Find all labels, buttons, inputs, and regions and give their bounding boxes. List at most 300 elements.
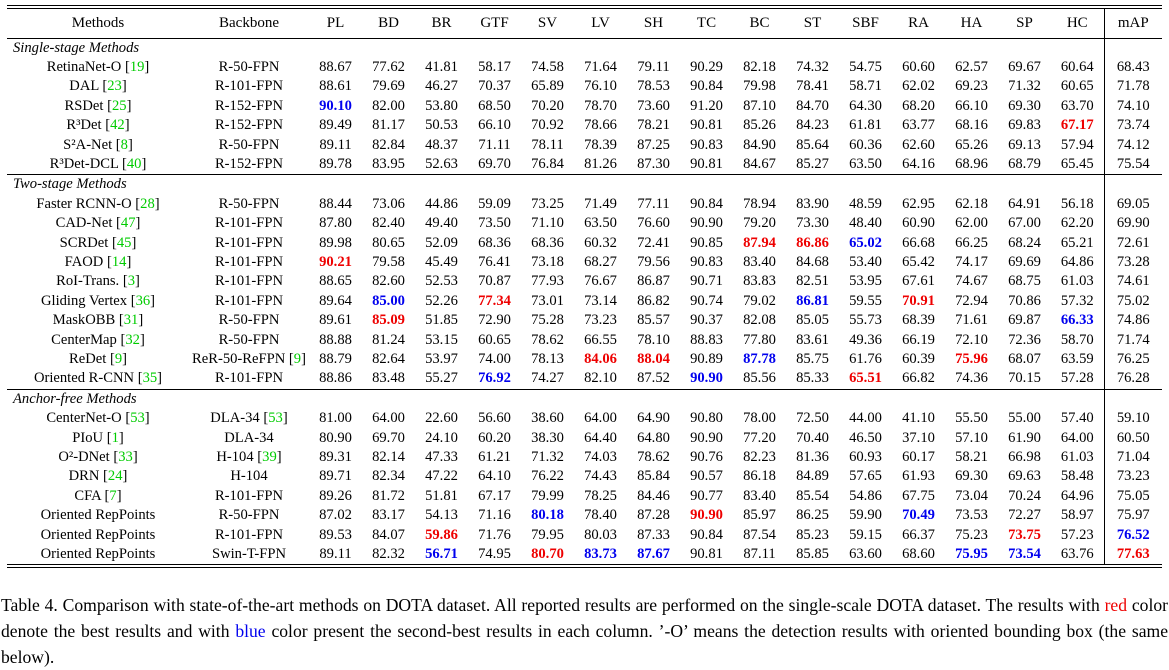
score-cell: 82.00 [372, 97, 405, 114]
score-cell: 89.11 [319, 136, 352, 153]
citation-ref[interactable]: 36 [135, 292, 151, 309]
score-cell: 61.90 [1008, 429, 1041, 446]
score-cell: 69.69 [1008, 253, 1041, 270]
score-cell: 91.20 [690, 97, 723, 114]
map-cell: 68.43 [1104, 58, 1162, 77]
table-row [7, 77, 1162, 96]
score-cell: 37.10 [902, 429, 935, 446]
score-cell: 57.94 [1060, 136, 1094, 153]
score-cell: 85.84 [637, 468, 670, 485]
score-cell: 82.23 [743, 449, 776, 466]
score-cell: 79.11 [637, 58, 670, 75]
score-cell: 85.97 [743, 507, 776, 524]
score-cell: 90.10 [319, 97, 352, 114]
method-cell [7, 506, 189, 525]
score-cell: 67.17 [478, 487, 511, 504]
score-cell: 88.44 [319, 195, 352, 212]
score-cell: 87.54 [743, 526, 776, 543]
score-cell: 74.58 [531, 58, 564, 75]
score-cell: 85.56 [743, 370, 776, 387]
score-cell: 54.86 [849, 487, 882, 504]
score-cell: 83.95 [372, 155, 405, 172]
score-cell: 68.16 [955, 117, 988, 134]
score-cell: 64.30 [849, 97, 882, 114]
citation-ref[interactable]: 7 [109, 487, 117, 504]
score-cell: 76.84 [531, 155, 564, 172]
score-cell: 87.11 [743, 546, 776, 563]
score-cell: 86.87 [637, 273, 670, 290]
column-header: BD [362, 8, 415, 38]
column-header: Backbone [189, 8, 309, 38]
score-cell: 71.11 [478, 136, 511, 153]
score-cell: 81.72 [372, 487, 405, 504]
score-cell: 83.73 [584, 546, 617, 563]
backbone-cell [189, 331, 309, 350]
score-cell: 73.04 [955, 487, 988, 504]
score-cell: 68.07 [1008, 351, 1041, 367]
score-cell: 70.40 [796, 429, 829, 446]
score-cell: 58.48 [1060, 468, 1094, 485]
citation-ref[interactable]: 9 [293, 351, 302, 367]
method-cell: RoI-Trans. [3] [56, 273, 140, 290]
score-cell: 68.36 [531, 234, 564, 251]
score-cell: 53.80 [425, 97, 458, 114]
citation-ref[interactable]: 3 [127, 273, 136, 290]
score-cell: 56.71 [425, 546, 458, 563]
score-cell: 76.67 [584, 273, 617, 290]
table-row [7, 429, 1162, 448]
score-cell: 90.90 [690, 215, 723, 232]
score-cell: 82.34 [372, 468, 405, 485]
backbone-cell [189, 234, 309, 253]
score-cell: 62.02 [902, 78, 935, 95]
score-cell: 86.81 [796, 292, 829, 309]
score-cell: 60.32 [584, 234, 617, 251]
backbone-name: ReR-50-ReFPN [192, 351, 286, 367]
score-cell: 80.18 [531, 507, 564, 524]
backbone-cell [189, 272, 309, 291]
score-cell: 89.11 [319, 546, 352, 563]
backbone-cell [189, 467, 309, 486]
score-cell: 73.30 [796, 215, 829, 232]
citation-ref[interactable]: 35 [142, 370, 158, 387]
score-cell: 79.20 [743, 215, 776, 232]
score-cell: 84.90 [743, 136, 776, 153]
column-header: SV [521, 8, 574, 38]
score-cell: 71.16 [478, 507, 511, 524]
score-cell: 73.53 [955, 507, 988, 524]
score-cell: 79.56 [637, 253, 670, 270]
map-cell: 71.78 [1104, 77, 1162, 96]
citation-ref[interactable]: 40 [126, 155, 142, 172]
score-cell: 78.62 [637, 449, 670, 466]
method-name: PIoU [72, 429, 104, 446]
score-cell: 76.41 [478, 253, 511, 270]
backbone-cell: H-104 [39] [216, 449, 282, 466]
score-cell: 68.24 [1008, 234, 1041, 251]
score-cell: 64.40 [584, 429, 617, 446]
score-cell: 64.80 [637, 429, 670, 446]
map-cell: 69.05 [1104, 195, 1162, 214]
method-name: RetinaNet-O [46, 58, 122, 75]
caption-text: color present the second-best results in each column. ’-O’ means the detection results with oriented bounding box (the same below). [1, 620, 1168, 667]
score-cell: 90.90 [690, 370, 723, 387]
table-header [7, 8, 1162, 38]
score-cell: 65.45 [1060, 155, 1094, 172]
method-name: DAL [69, 78, 99, 95]
citation-ref[interactable]: 33 [118, 449, 133, 466]
backbone-name: DLA-34 [210, 410, 260, 427]
score-cell: 61.03 [1060, 449, 1094, 466]
method-name: FAOD [64, 253, 104, 270]
table-row [7, 448, 1162, 467]
score-cell: 83.83 [743, 273, 776, 290]
column-header: HC [1051, 8, 1104, 38]
citation-ref[interactable]: 23 [107, 78, 122, 95]
score-cell: 52.63 [425, 155, 458, 172]
score-cell: 70.87 [478, 273, 511, 290]
score-cell: 66.19 [902, 331, 935, 348]
score-cell: 73.60 [637, 97, 670, 114]
score-cell: 60.20 [478, 429, 511, 446]
score-cell: 55.50 [955, 410, 988, 427]
citation-ref[interactable]: 19 [129, 58, 145, 75]
citation-ref[interactable]: 8 [120, 136, 128, 153]
column-header: BC [733, 8, 786, 38]
score-cell: 87.28 [637, 507, 670, 524]
score-cell: 72.94 [955, 292, 988, 309]
backbone-cell [189, 526, 309, 545]
score-cell: 85.26 [743, 117, 776, 134]
citation-ref[interactable]: 39 [262, 449, 277, 466]
score-cell: 69.63 [1008, 468, 1041, 485]
map-cell: 75.02 [1104, 292, 1162, 311]
score-cell: 73.54 [1008, 546, 1041, 563]
score-cell: 71.76 [478, 526, 511, 543]
section-label: Single-stage Methods [13, 39, 140, 56]
method-name: CAD-Net [55, 215, 113, 232]
method-cell: R³Det-DCL [40] [49, 155, 147, 172]
score-cell: 86.86 [796, 234, 829, 251]
map-cell: 73.74 [1104, 116, 1162, 135]
score-cell: 62.18 [955, 195, 988, 212]
backbone-name: R-101-FPN [214, 78, 284, 95]
score-cell: 82.84 [372, 136, 405, 153]
score-cell: 69.83 [1008, 117, 1041, 134]
score-cell: 69.70 [372, 429, 405, 446]
score-cell: 85.09 [372, 312, 405, 329]
score-cell: 79.98 [743, 78, 776, 95]
table-row [7, 331, 1162, 350]
score-cell: 61.03 [1060, 273, 1094, 290]
score-cell: 70.20 [531, 97, 564, 114]
score-cell: 89.64 [319, 292, 352, 309]
score-cell: 73.50 [478, 215, 511, 232]
score-cell: 47.22 [425, 468, 458, 485]
score-cell: 69.87 [1008, 312, 1041, 329]
score-cell: 74.36 [955, 370, 988, 387]
citation-ref[interactable]: 32 [125, 331, 140, 348]
method-name: O²-DNet [58, 449, 110, 466]
method-cell: CenterNet-O [53] [46, 410, 150, 427]
score-cell: 84.89 [796, 468, 829, 485]
score-cell: 70.86 [1008, 292, 1041, 309]
score-cell: 47.33 [425, 449, 458, 466]
score-cell: 69.30 [1008, 97, 1041, 114]
section-label-spacer [1104, 389, 1162, 409]
citation-ref[interactable]: 45 [116, 234, 132, 251]
score-cell: 68.79 [1008, 155, 1041, 172]
method-cell: SCRDet [45] [59, 234, 137, 251]
method-cell: CFA [7] [74, 487, 122, 504]
score-cell: 88.04 [637, 351, 670, 367]
score-cell: 68.60 [902, 546, 935, 563]
score-cell: 79.02 [743, 292, 776, 309]
method-cell: O²-DNet [33] [58, 449, 138, 466]
table-row [7, 272, 1162, 291]
score-cell: 57.28 [1060, 370, 1094, 387]
score-cell: 53.15 [425, 331, 458, 348]
score-cell: 24.10 [425, 429, 458, 446]
score-cell: 67.00 [1008, 215, 1041, 232]
score-cell: 82.10 [584, 370, 617, 387]
score-cell: 59.90 [849, 507, 882, 524]
citation-ref[interactable]: 28 [140, 195, 155, 212]
score-cell: 66.10 [955, 97, 988, 114]
score-cell: 85.64 [796, 136, 829, 153]
backbone-cell [189, 253, 309, 272]
score-cell: 82.40 [372, 215, 405, 232]
score-cell: 78.53 [637, 78, 670, 95]
score-cell: 78.94 [743, 195, 776, 212]
score-cell: 69.13 [1008, 136, 1041, 153]
method-name: Gliding Vertex [40, 292, 128, 309]
citation-ref[interactable]: 47 [120, 215, 136, 232]
score-cell: 68.27 [584, 253, 617, 270]
score-cell: 67.17 [1060, 117, 1094, 134]
score-cell: 54.75 [849, 58, 882, 75]
score-cell: 79.95 [531, 526, 564, 543]
map-cell: 74.12 [1104, 136, 1162, 155]
column-header: SBF [839, 8, 892, 38]
method-cell: R³Det [42] [66, 117, 130, 134]
score-cell: 73.14 [584, 292, 617, 309]
backbone-cell [189, 506, 309, 525]
score-cell: 87.80 [319, 215, 352, 232]
score-cell: 66.98 [1008, 449, 1041, 466]
score-cell: 74.00 [478, 351, 511, 367]
score-cell: 63.50 [584, 215, 617, 232]
score-cell: 70.49 [902, 507, 935, 524]
score-cell: 73.06 [372, 195, 405, 212]
score-cell: 61.21 [478, 449, 511, 466]
method-cell: CAD-Net [47] [55, 215, 141, 232]
score-cell: 70.24 [1008, 487, 1041, 504]
method-cell: ReDet [9] [69, 351, 127, 367]
score-cell: 53.40 [849, 253, 882, 270]
backbone-name: R-50-FPN [218, 331, 280, 348]
citation-ref[interactable]: 53 [130, 410, 145, 427]
backbone-cell [189, 58, 309, 77]
score-cell: 78.21 [637, 117, 670, 134]
score-cell: 74.17 [955, 253, 988, 270]
score-cell: 90.89 [690, 351, 723, 367]
backbone-name: R-101-FPN [214, 215, 284, 232]
citation-ref[interactable]: 31 [123, 312, 139, 329]
citation-ref[interactable]: 14 [111, 253, 127, 270]
score-cell: 87.30 [637, 155, 670, 172]
score-cell: 83.90 [796, 195, 829, 212]
score-cell: 83.61 [796, 331, 829, 348]
score-cell: 65.51 [849, 370, 882, 387]
score-cell: 82.51 [796, 273, 829, 290]
score-cell: 72.10 [955, 331, 988, 348]
score-cell: 81.26 [584, 155, 617, 172]
score-cell: 68.75 [1008, 273, 1041, 290]
score-cell: 71.49 [584, 195, 617, 212]
score-cell: 89.61 [319, 312, 352, 329]
caption-color-word: blue [235, 620, 266, 641]
map-cell: 73.28 [1104, 253, 1162, 272]
column-header: SH [627, 8, 680, 38]
score-cell: 54.13 [425, 507, 458, 524]
caption-text: Table 4. Comparison with state-of-the-art methods on DOTA dataset. All reported results are performed on the single-scale DOTA dataset. The results with [1, 594, 1105, 615]
score-cell: 86.18 [743, 468, 776, 485]
score-cell: 85.85 [796, 546, 829, 563]
section-row [7, 38, 1162, 58]
score-cell: 71.32 [1008, 78, 1041, 95]
score-cell: 50.53 [425, 117, 458, 134]
score-cell: 89.26 [319, 487, 352, 504]
citation-ref[interactable]: 53 [268, 410, 283, 427]
score-cell: 46.27 [425, 78, 458, 95]
score-cell: 71.10 [531, 215, 564, 232]
score-cell: 57.23 [1060, 526, 1094, 543]
backbone-cell [189, 429, 309, 448]
score-cell: 84.70 [796, 97, 829, 114]
score-cell: 85.75 [796, 351, 829, 367]
backbone-name: R-50-FPN [218, 58, 280, 75]
score-cell: 60.64 [1060, 58, 1094, 75]
score-cell: 61.81 [849, 117, 882, 134]
score-cell: 62.00 [955, 215, 988, 232]
map-cell: 74.61 [1104, 272, 1162, 291]
score-cell: 89.31 [319, 449, 352, 466]
score-cell: 78.13 [531, 351, 564, 367]
score-cell: 53.95 [849, 273, 882, 290]
table-row [7, 116, 1162, 135]
score-cell: 64.86 [1060, 253, 1094, 270]
backbone-cell: ReR-50-ReFPN [9] [192, 351, 306, 367]
table-row [7, 234, 1162, 253]
citation-ref[interactable]: 42 [110, 117, 125, 134]
score-cell: 52.26 [425, 292, 458, 309]
method-name: Oriented RepPoints [40, 507, 156, 524]
score-cell: 66.55 [584, 331, 617, 348]
score-cell: 83.40 [743, 487, 776, 504]
score-cell: 90.84 [690, 195, 723, 212]
score-cell: 90.21 [319, 253, 352, 270]
table-row [7, 526, 1162, 545]
table-row [7, 545, 1162, 565]
score-cell: 62.57 [955, 58, 988, 75]
score-cell: 62.95 [902, 195, 935, 212]
map-cell: 74.10 [1104, 97, 1162, 116]
score-cell: 90.37 [690, 312, 723, 329]
backbone-cell [189, 369, 309, 389]
score-cell: 73.23 [584, 312, 617, 329]
citation-ref[interactable]: 1 [111, 429, 119, 446]
score-cell: 89.98 [319, 234, 352, 251]
column-header: PL [309, 8, 362, 38]
score-cell: 65.02 [849, 234, 882, 251]
backbone-cell [189, 77, 309, 96]
score-cell: 72.27 [1008, 507, 1041, 524]
method-cell: S²A-Net [8] [63, 136, 133, 153]
score-cell: 90.71 [690, 273, 723, 290]
score-cell: 64.10 [478, 468, 511, 485]
score-cell: 64.00 [1060, 429, 1094, 446]
score-cell: 60.65 [1060, 78, 1094, 95]
score-cell: 48.37 [425, 136, 458, 153]
score-cell: 78.00 [743, 410, 776, 427]
backbone-name: H-104 [216, 449, 254, 466]
method-cell: CenterMap [32] [51, 331, 145, 348]
score-cell: 80.90 [319, 429, 352, 446]
column-header: ST [786, 8, 839, 38]
score-cell: 75.23 [955, 526, 988, 543]
score-cell: 59.86 [425, 526, 458, 543]
backbone-cell [189, 545, 309, 565]
method-name: Faster RCNN-O [36, 195, 132, 212]
score-cell: 88.65 [319, 273, 352, 290]
score-cell: 63.60 [849, 546, 882, 563]
method-cell: Oriented R-CNN [35] [33, 370, 163, 387]
score-cell: 85.23 [796, 526, 829, 543]
backbone-cell [189, 155, 309, 175]
score-cell: 66.37 [902, 526, 935, 543]
score-cell: 45.49 [425, 253, 458, 270]
score-cell: 77.20 [743, 429, 776, 446]
score-cell: 82.08 [743, 312, 776, 329]
method-name: Oriented RepPoints [40, 526, 156, 543]
score-cell: 22.60 [425, 410, 458, 427]
score-cell: 90.74 [690, 292, 723, 309]
score-cell: 62.60 [902, 136, 935, 153]
method-cell: RSDet [25] [64, 97, 132, 114]
map-cell: 76.52 [1104, 526, 1162, 545]
score-cell: 85.54 [796, 487, 829, 504]
score-cell: 82.32 [372, 546, 405, 563]
method-name: DRN [68, 468, 100, 485]
citation-ref[interactable]: 24 [107, 468, 123, 485]
table-row [7, 214, 1162, 233]
score-cell: 90.90 [690, 429, 723, 446]
score-cell: 57.65 [849, 468, 882, 485]
score-cell: 90.80 [690, 410, 723, 427]
score-cell: 87.94 [743, 234, 776, 251]
score-cell: 68.39 [902, 312, 935, 329]
backbone-name: R-101-FPN [214, 234, 284, 251]
backbone-cell [189, 97, 309, 116]
backbone-name: R-50-FPN [218, 507, 280, 524]
score-cell: 78.70 [584, 97, 617, 114]
citation-ref[interactable]: 25 [111, 97, 127, 114]
citation-ref[interactable]: 9 [114, 351, 123, 367]
score-cell: 78.62 [531, 331, 564, 348]
method-name: MaskOBB [52, 312, 116, 329]
score-cell: 87.02 [319, 507, 352, 524]
